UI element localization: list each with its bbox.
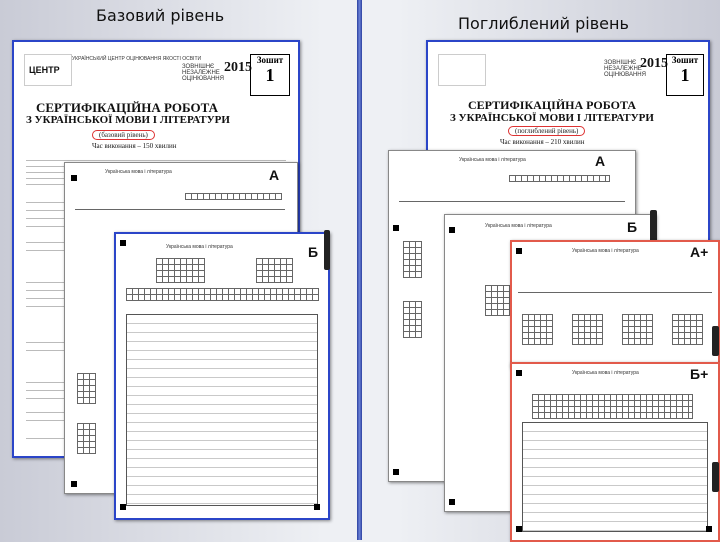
ucoe-logo: ЦЕНТР [24, 54, 72, 86]
notebook-box: Зошит 1 [250, 54, 290, 96]
basic-answer-sheet-b: Українська мова і література Б [114, 232, 330, 520]
advanced-answer-sheet-b-plus: Українська мова і література Б+ [510, 362, 720, 542]
advanced-answer-sheet-b: Українська мова і література Б [444, 214, 656, 512]
sheet-letter-b-right: Б [627, 219, 638, 235]
sheet-letter-a-plus: А+ [690, 244, 709, 260]
year-label: 2015 [224, 60, 252, 75]
basic-level-heading: Базовий рівень [96, 6, 225, 25]
notebook-box-right: Зошит 1 [666, 54, 704, 96]
zno-label: ЗОВНІШНЄ НЕЗАЛЕЖНЕ ОЦІНЮВАННЯ [182, 64, 224, 82]
sheet-letter-b: Б [308, 244, 319, 260]
level-pill-right: (поглиблений рівень) [508, 126, 585, 136]
advanced-answer-sheet-a: Українська мова і література А [388, 150, 636, 482]
level-pill: (базовий рівень) [92, 130, 155, 140]
cover-title-1: СЕРТИФІКАЦІЙНА РОБОТА [36, 100, 219, 115]
basic-answer-sheet-a: Українська мова і література А [64, 162, 298, 494]
center-divider [357, 0, 362, 540]
ucoe-logo-right [438, 54, 486, 86]
advanced-answer-sheet-a-plus: Українська мова і література А+ [510, 240, 720, 368]
sheet-letter-a: А [269, 167, 280, 183]
publisher-name: УКРАЇНСЬКИЙ ЦЕНТР ОЦІНЮВАННЯ ЯКОСТІ ОСВІТИ [72, 56, 202, 62]
cover-title-2: З УКРАЇНСЬКОЇ МОВИ І ЛІТЕРАТУРИ [26, 114, 230, 126]
sheet-letter-b-plus: Б+ [690, 366, 709, 382]
advanced-cover-sheet: ЗОВНІШНЄ НЕЗАЛЕЖНЕ ОЦІНЮВАННЯ 2015 Зошит 1 СЕРТИФІКАЦІЙНА РОБОТА З УКРАЇНСЬКОЇ МОВИ І ЛІТЕРАТУРИ (поглиблений рівень) Час виконання – 210 хвилин [426, 40, 710, 454]
sheet-letter-a-right: А [595, 153, 606, 169]
advanced-level-heading: Поглиблений рівень [458, 14, 629, 33]
time-label: Час виконання – 150 хвилин [92, 142, 177, 150]
